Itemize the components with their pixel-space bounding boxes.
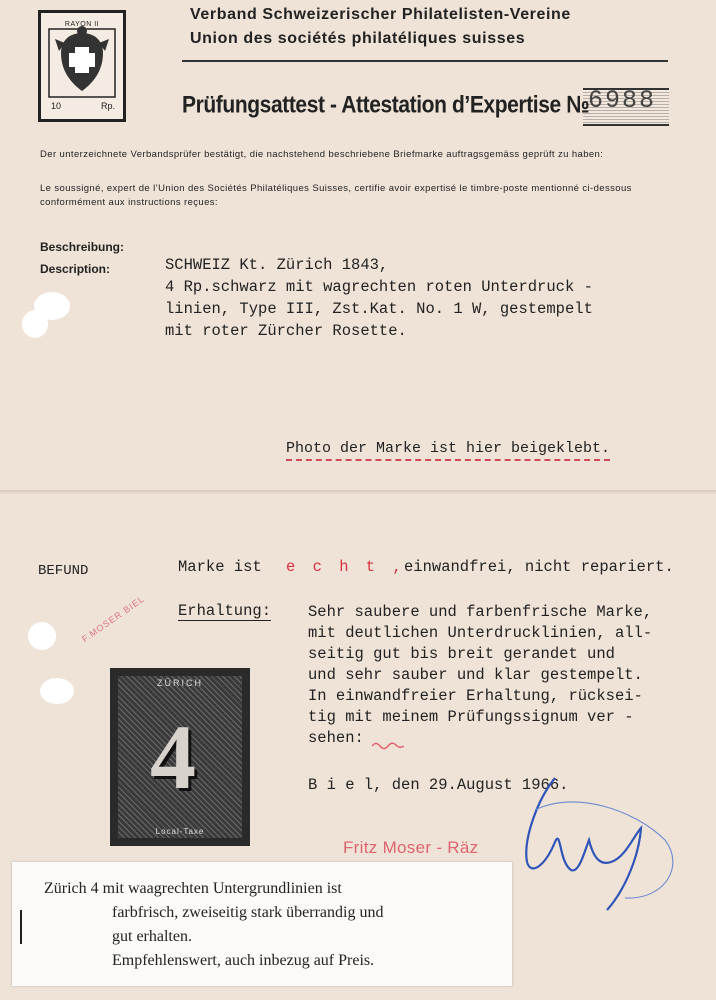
stamp-photo [110, 668, 250, 846]
signum-mark-icon [370, 740, 406, 750]
emblem-value: 10 [51, 101, 62, 111]
expert-name-stamp: Fritz Moser - Räz [343, 838, 479, 857]
intro-german: Der unterzeichnete Verbandsprüfer bestätigt, die nachstehend beschriebene Briefmarke auftragsgemäss geprüft zu haben: [40, 149, 604, 160]
erhaltung-label: Erhaltung: [178, 602, 272, 620]
note-edge-mark [20, 910, 22, 944]
signature-icon [515, 770, 695, 930]
erhaltung-text [308, 602, 652, 749]
erhaltung-line: mit deutlichen Unterdrucklinien, all- [308, 624, 653, 642]
certificate-number: 6988 [588, 86, 657, 115]
description-line: 4 Rp.schwarz mit wagrechten roten Unterdruck - [165, 278, 593, 296]
expert-note-slip [12, 862, 512, 986]
erhaltung-line: tig mit meinem Prüfungssignum ver - [308, 708, 634, 726]
note-line: Empfehlenswert, auch inbezug auf Preis. [112, 952, 375, 969]
description-line: mit roter Zürcher Rosette. [165, 322, 407, 340]
erhaltung-line: seitig gut bis breit gerandet und [308, 645, 615, 663]
emblem-unit: Rp. [100, 101, 115, 111]
stamp-top-text: ZÜRICH [157, 678, 203, 688]
paper-fold [0, 490, 716, 496]
org-name-german: Verband Schweizerischer Philatelisten-Vereine [190, 6, 571, 23]
stamp-pattern [118, 676, 242, 838]
punch-hole [28, 622, 56, 650]
description-text [165, 254, 593, 342]
note-line: farbfrisch, zweiseitig stark überrandig und [112, 904, 384, 921]
org-name-french: Union des sociétés philatéliques suisses [190, 30, 526, 47]
befund-text-after: einwandfrei, nicht repariert. [404, 558, 674, 576]
erhaltung-line: und sehr sauber und klar gestempelt. [308, 666, 643, 684]
punch-hole [22, 310, 48, 338]
description-label-german: Beschreibung: [40, 240, 125, 254]
stamp-bottom-text: Local-Taxe [155, 827, 205, 836]
erhaltung-line: sehen: [308, 729, 364, 747]
stamp-value: 4 [150, 706, 196, 808]
note-line: Zürich 4 mit waagrechten Untergrundlinien ist [44, 880, 342, 897]
description-label-french: Description: [40, 262, 111, 276]
description-line: SCHWEIZ Kt. Zürich 1843, [165, 256, 389, 274]
note-line: gut erhalten. [112, 928, 192, 945]
erhaltung-line: In einwandfreier Erhaltung, rücksei- [308, 687, 643, 705]
emblem-rayon: RAYON II [64, 21, 100, 28]
intro-french: Le soussigné, expert de l’Union des Sociétés Philatéliques Suisses, certifie avoir expertisé le timbre-poste mentionné ci-dessous conformément aux instructions reçues: [40, 183, 632, 208]
befund-text-before: Marke ist [178, 558, 262, 576]
photo-note: Photo der Marke ist hier beigeklebt. [286, 440, 610, 461]
description-line: linien, Type III, Zst.Kat. No. 1 W, gestempelt [165, 300, 593, 318]
punch-hole [40, 678, 74, 704]
befund-genuine-highlight: e c h t , [286, 558, 406, 576]
place-date: B i e l, den 29.August 1966. [308, 776, 569, 794]
page-title: Prüfungsattest - Attestation d’Expertise № [182, 92, 590, 119]
erhaltung-line: Sehr saubere und farbenfrische Marke, [308, 603, 653, 621]
expert-small-stamp: F.MOSER BIEL [80, 593, 147, 645]
header-divider [182, 60, 668, 62]
befund-label: BEFUND [38, 563, 89, 579]
emblem-stamp [38, 10, 126, 122]
